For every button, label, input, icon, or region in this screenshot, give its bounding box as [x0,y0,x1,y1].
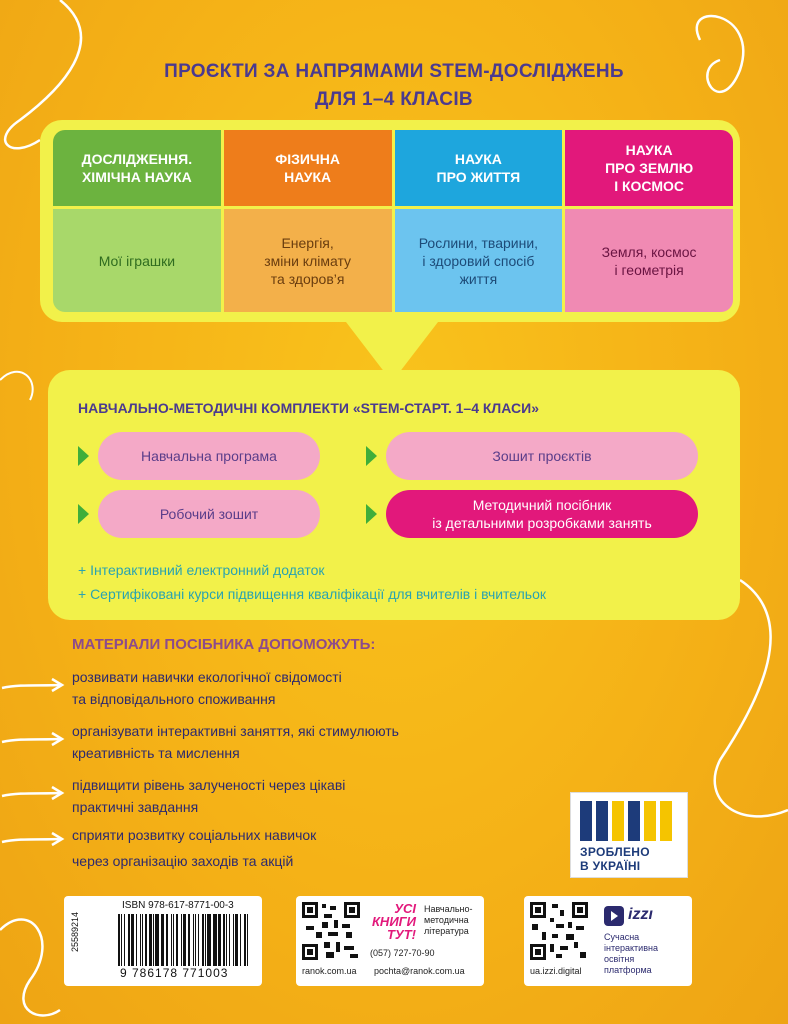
barcode-bar [149,914,151,966]
izzi-logo: izzı [628,906,653,923]
barcode-bar [195,914,196,966]
triangle-bullet-icon [78,504,89,524]
stem-directions-table [53,130,733,312]
barcode-bar [226,914,227,966]
ranok-site: ranok.com.ua [302,966,357,976]
column-chemistry [53,130,221,312]
barcode-bar [207,914,210,966]
benefits-title: МАТЕРІАЛИ ПОСІБНИКА ДОПОМОЖУТЬ: [72,636,376,653]
barcode-bar [155,914,158,966]
barcode-bar [142,914,143,966]
column-heading: ФІЗИЧНА НАУКА [224,130,392,206]
column-topic: Енергія, зміни клімату та здоров’я [224,209,392,312]
barcode-bar [171,914,172,966]
barcode-bar [163,914,164,966]
barcode-bar [131,914,134,966]
kit-item-project-notebook: Зошит проєктів [386,432,698,480]
barcode-bar [173,914,174,966]
benefit-item: організувати інтерактивні заняття, які стимулюють креативність та мислення [72,723,399,761]
triangle-bullet-icon [78,446,89,466]
barcode-bar [183,914,186,966]
barcode-bar [198,914,199,966]
column-heading: НАУКА ПРО ЗЕМЛЮ І КОСМОС [565,130,733,206]
isbn-side-code: 25589214 [70,912,80,953]
barcode-bar [235,914,238,966]
ranok-phone: (057) 727-70-90 [370,948,435,958]
extra-certified-courses: + Сертифіковані курси підвищення кваліфікації для вчителів і вчительок [78,586,547,602]
column-heading: ДОСЛІДЖЕННЯ. ХІМІЧНА НАУКА [53,130,221,206]
all-books-here-label: УСІ КНИГИ ТУТ! [362,902,416,941]
isbn-number: 9 786178 771003 [120,966,229,980]
column-physics [224,130,392,312]
kit-item-teacher-guide: Методичний посібник із детальними розробками занять [386,490,698,538]
barcode-bar [118,914,120,966]
column-heading: НАУКА ПРО ЖИТТЯ [395,130,563,206]
barcode-bar [188,914,190,966]
barcode-icon [118,914,254,966]
barcode-bar [193,914,194,966]
column-earth-space [565,130,733,312]
barcode-bar [166,914,168,966]
barcode-bar [218,914,220,966]
extra-interactive-app: + Інтерактивний електронний додаток [78,562,325,578]
izzi-logo-icon [604,906,624,926]
column-life-science [395,130,563,312]
qr-code-icon [530,902,588,960]
barcode-bar [145,914,147,966]
kit-item-workbook: Робочий зошит [98,490,320,538]
izzi-description: Сучасна інтерактивна освітня платформа [604,932,658,975]
qr-code-icon [302,902,360,960]
barcode-bar [215,914,216,966]
benefit-item: розвивати навички екологічної свідомості та відповідального споживання [72,669,342,707]
column-topic: Рослини, тварини, і здоровий спосіб життя [395,209,563,312]
triangle-bullet-icon [366,504,377,524]
arrow-bullet-icon [0,730,68,750]
barcode-bar [223,914,225,966]
barcode-bar [205,914,206,966]
ranok-note: Навчально- методична література [424,904,473,936]
barcode-bar [161,914,162,966]
barcode-bar [124,914,125,966]
column-topic: Земля, космос і геометрія [565,209,733,312]
barcode-bar [153,914,154,966]
barcode-bar [121,914,122,966]
barcode-bar [213,914,214,966]
barcode-bar [136,914,137,966]
arrow-bullet-icon [0,784,68,804]
made-in-ukraine-badge: ЗРОБЛЕНО В УКРАЇНІ [570,792,688,878]
benefit-item: підвищити рівень залученості через цікаві практичні завдання [72,777,346,815]
isbn-label: ISBN 978-617-8771-00-3 [122,900,234,911]
triangle-bullet-icon [366,446,377,466]
izzi-site: ua.izzi.digital [530,966,582,976]
kits-title: НАВЧАЛЬНО-МЕТОДИЧНІ КОМПЛЕКТИ «STEM-СТАРТ. 1–4 КЛАСИ» [78,400,539,416]
column-topic: Мої іграшки [53,209,221,312]
barcode-bar [240,914,241,966]
ranok-email: pochta@ranok.com.ua [374,966,465,976]
ukraine-stripes-icon [580,801,672,841]
barcode-bar [229,914,230,966]
barcode-bar [244,914,246,966]
barcode-bar [176,914,178,966]
barcode-bar [181,914,182,966]
barcode-bar [128,914,130,966]
barcode-bar [233,914,234,966]
kit-item-program: Навчальна програма [98,432,320,480]
benefit-item: сприяти розвитку соціальних навичок через організацію заходів та акцій [72,827,317,869]
arrow-bullet-icon [0,676,68,696]
barcode-bar [247,914,248,966]
arrow-bullet-icon [0,830,68,850]
barcode-bar [202,914,204,966]
barcode-bar [140,914,141,966]
page-title: ПРОЄКТИ ЗА НАПРЯМАМИ STEM-ДОСЛІДЖЕНЬ ДЛЯ 1–4 КЛАСІВ [164,61,624,110]
